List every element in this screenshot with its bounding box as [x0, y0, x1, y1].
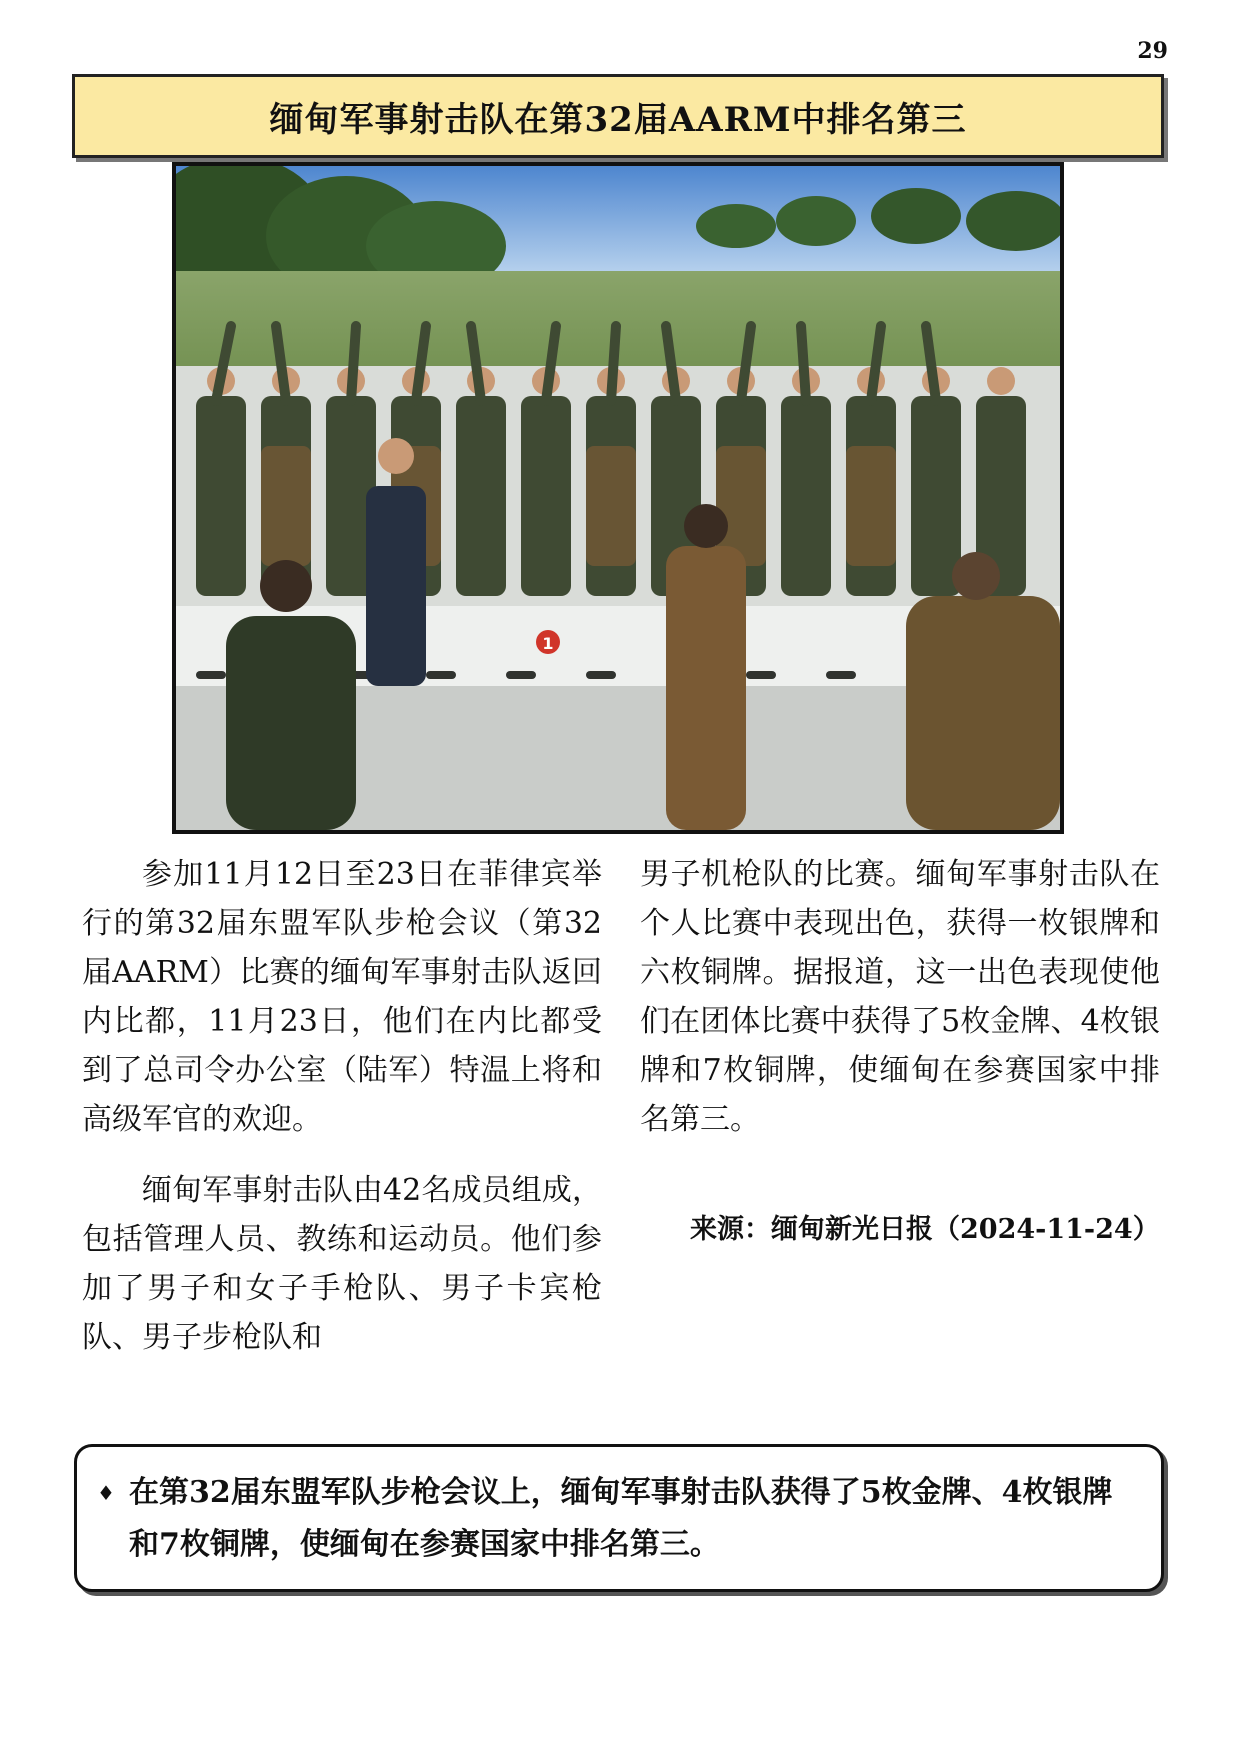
- summary-box: [74, 1444, 1164, 1592]
- article-title: 缅甸军事射击队在第32届AARM中排名第三: [269, 99, 967, 140]
- team-podium-photo: [176, 166, 1060, 830]
- title-banner: [72, 74, 1164, 158]
- article-paragraph-1: 参加11月12日至23日在菲律宾举行的第32届东盟军队步枪会议（第32届AARM）比赛的缅甸军事射击队返回内比都，11月23日，他们在内比都受到了总司令办公室（陆军）特温上将和高级军官的欢迎。: [82, 857, 602, 1137]
- article-paragraph-3: 男子机枪队的比赛。缅甸军事射击队在个人比赛中表现出色，获得一枚银牌和六枚铜牌。据报道，这一出色表现使他们在团体比赛中获得了5枚金牌、4枚银牌和7枚铜牌，使缅甸在参赛国家中排名第三。: [640, 857, 1160, 1137]
- summary-text: 在第32届东盟军队步枪会议上，缅甸军事射击队获得了5枚金牌、4枚银牌和7枚铜牌，使缅甸在参赛国家中排名第三。: [129, 1475, 1113, 1562]
- article-right-column: [640, 850, 1160, 1144]
- article-left-column: [82, 850, 602, 1362]
- page-number: 29: [1137, 38, 1168, 64]
- podium-number: 1: [542, 634, 554, 653]
- article-photo: [172, 162, 1064, 834]
- article-paragraph-2: 缅甸军事射击队由42名成员组成，包括管理人员、教练和运动员。他们参加了男子和女子手枪队、男子卡宾枪队、男子步枪队和: [82, 1173, 602, 1355]
- diamond-bullet-icon: ♦: [97, 1481, 115, 1505]
- article-source: 来源：缅甸新光日报（2024-11-24）: [690, 1214, 1160, 1245]
